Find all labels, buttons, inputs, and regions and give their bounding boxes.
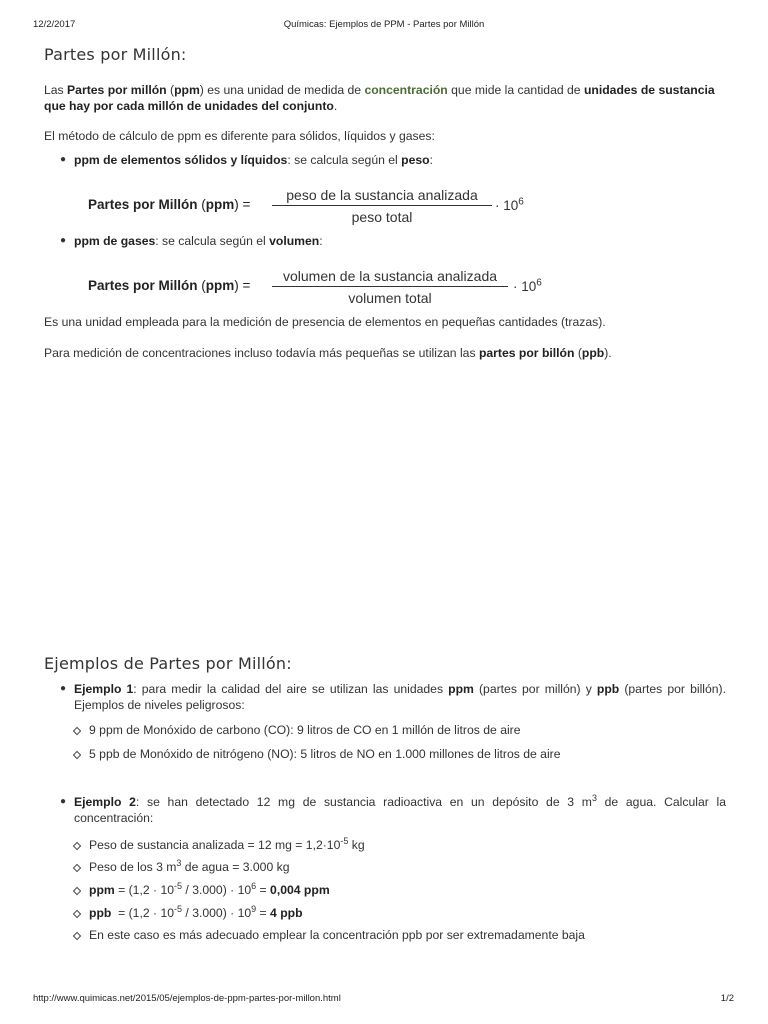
concentracion-link[interactable]: concentración — [364, 83, 448, 97]
fraction-bar — [272, 286, 508, 287]
example-1-item-no: 5 ppb de Monóxido de nitrógeno (NO): 5 litros de NO en 1.000 millones de litros de aire — [89, 746, 561, 762]
formula-multiplier: · $10^6$ — [495, 196, 524, 213]
formula-fraction — [272, 267, 508, 307]
intro-text: ( — [166, 83, 175, 97]
intro-paragraph — [44, 82, 728, 114]
formula-lead: Partes por Millón (ppm) = — [88, 278, 251, 293]
method-paragraph: El método de cálculo de ppm es diferente para sólidos, líquidos y gases: — [44, 129, 435, 143]
intro-text: . — [333, 99, 338, 113]
example-1-label: Ejemplo 1 — [74, 682, 134, 696]
sub-bullet — [73, 887, 81, 895]
ppb-bold-abbr: ppb — [581, 346, 605, 360]
bullet-dot: ● — [60, 235, 67, 246]
sub-bullet — [73, 932, 81, 940]
bullet-gases — [60, 233, 323, 249]
intro-bold-definition: unidades de sustancia que hay por cada millón de unidades del conjunto — [44, 83, 715, 113]
bullet-solids — [60, 152, 433, 168]
formula-fraction — [272, 186, 492, 226]
bullet-dot: ● — [60, 796, 67, 807]
example-2-item-ppm: ppm = $(1,2 \cdot 10^{-5} / 3.000) \cdot 10^6 = 0,004$ ppm — [89, 882, 330, 898]
sub-bullet — [73, 842, 81, 850]
formula-multiplier: · $10^6$ — [513, 277, 542, 294]
bullet-solids-text: : se calcula según el — [287, 153, 402, 167]
bullet-solids-bold: ppm de elementos sólidos y líquidos — [74, 153, 288, 167]
intro-text: que mide la cantidad de — [447, 83, 584, 97]
example-2: ● Ejemplo 2: se han detectado 12 mg de sustancia radioactiva en un depósito de 3 $m^3$ de agua. Calcular la concentración: — [60, 792, 726, 825]
bullet-gases-text: : se calcula según el — [155, 234, 270, 248]
formula-lead: Partes por Millón (ppm) = — [88, 197, 251, 212]
sub-bullet — [73, 864, 81, 872]
bullet-dot: ● — [60, 154, 67, 165]
section-heading-examples: Ejemplos de Partes por Millón: — [44, 654, 292, 673]
footer-page-number: 1/2 — [720, 993, 734, 1004]
example-1-item-co: 9 ppm de Monóxido de carbono (CO): 9 litros de CO en 1 millón de litros de aire — [89, 722, 521, 738]
bullet-gases-text-end: : — [319, 234, 323, 248]
intro-bold-ppm-term: Partes por millón — [67, 83, 167, 97]
example-2-item-water: Peso de los 3 $m^3$ de agua = 3.000 kg — [89, 859, 290, 875]
bullet-solids-text-end: : — [429, 153, 433, 167]
bullet-solids-peso: peso — [401, 153, 430, 167]
sub-bullet — [73, 910, 81, 918]
formula-denominator: peso total — [351, 209, 413, 225]
footer-url: http://www.quimicas.net/2015/05/ejemplos-de-ppm-partes-por-millon.html — [33, 993, 341, 1004]
example-1: ● Ejemplo 1: para medir la calidad del aire se utilizan las unidades ppm (partes por millón) y ppb (partes por billón). Ejemplos de niveles peligrosos: — [60, 682, 726, 712]
example-2-item-conclusion: En este caso es más adecuado emplear la concentración ppb por ser extremadamente baja — [89, 927, 585, 943]
intro-bold-ppm: ppm — [174, 83, 200, 97]
formula-denominator: volumen total — [348, 290, 432, 306]
formula-numerator: peso de la sustancia analizada — [286, 187, 478, 203]
fraction-bar — [272, 205, 492, 206]
print-date: 12/2/2017 — [33, 19, 76, 30]
bullet-gases-bold: ppm de gases — [74, 234, 156, 248]
trazas-paragraph: Es una unidad empleada para la medición de presencia de elementos en pequeñas cantidades (trazas). — [44, 315, 606, 329]
bullet-dot: ● — [60, 683, 67, 694]
example-2-item-ppb: ppb = $(1,2 \cdot 10^{-5} / 3.000) \cdot 10^9 = 4$ ppb — [89, 905, 303, 921]
ppb-paragraph: Para medición de concentraciones incluso todavía más pequeñas se utilizan las partes por billón (ppb). — [44, 346, 612, 360]
formula-numerator: volumen de la sustancia analizada — [282, 268, 498, 284]
ppb-bold-term: partes por billón — [478, 346, 575, 360]
intro-text: ) es una unidad de medida de — [199, 83, 365, 97]
example-2-label: Ejemplo 2 — [74, 795, 136, 809]
example-2-item-weight: Peso de sustancia analizada = 12 mg = $1,2\cdot 10^{-5}$ kg — [89, 837, 365, 853]
sub-bullet — [73, 751, 81, 759]
bullet-gases-volumen: volumen — [269, 234, 320, 248]
intro-text: Las — [44, 83, 68, 97]
sub-bullet — [73, 727, 81, 735]
section-heading-ppm: Partes por Millón: — [44, 45, 187, 64]
page-title: Químicas: Ejemplos de PPM - Partes por Millón — [283, 19, 485, 30]
